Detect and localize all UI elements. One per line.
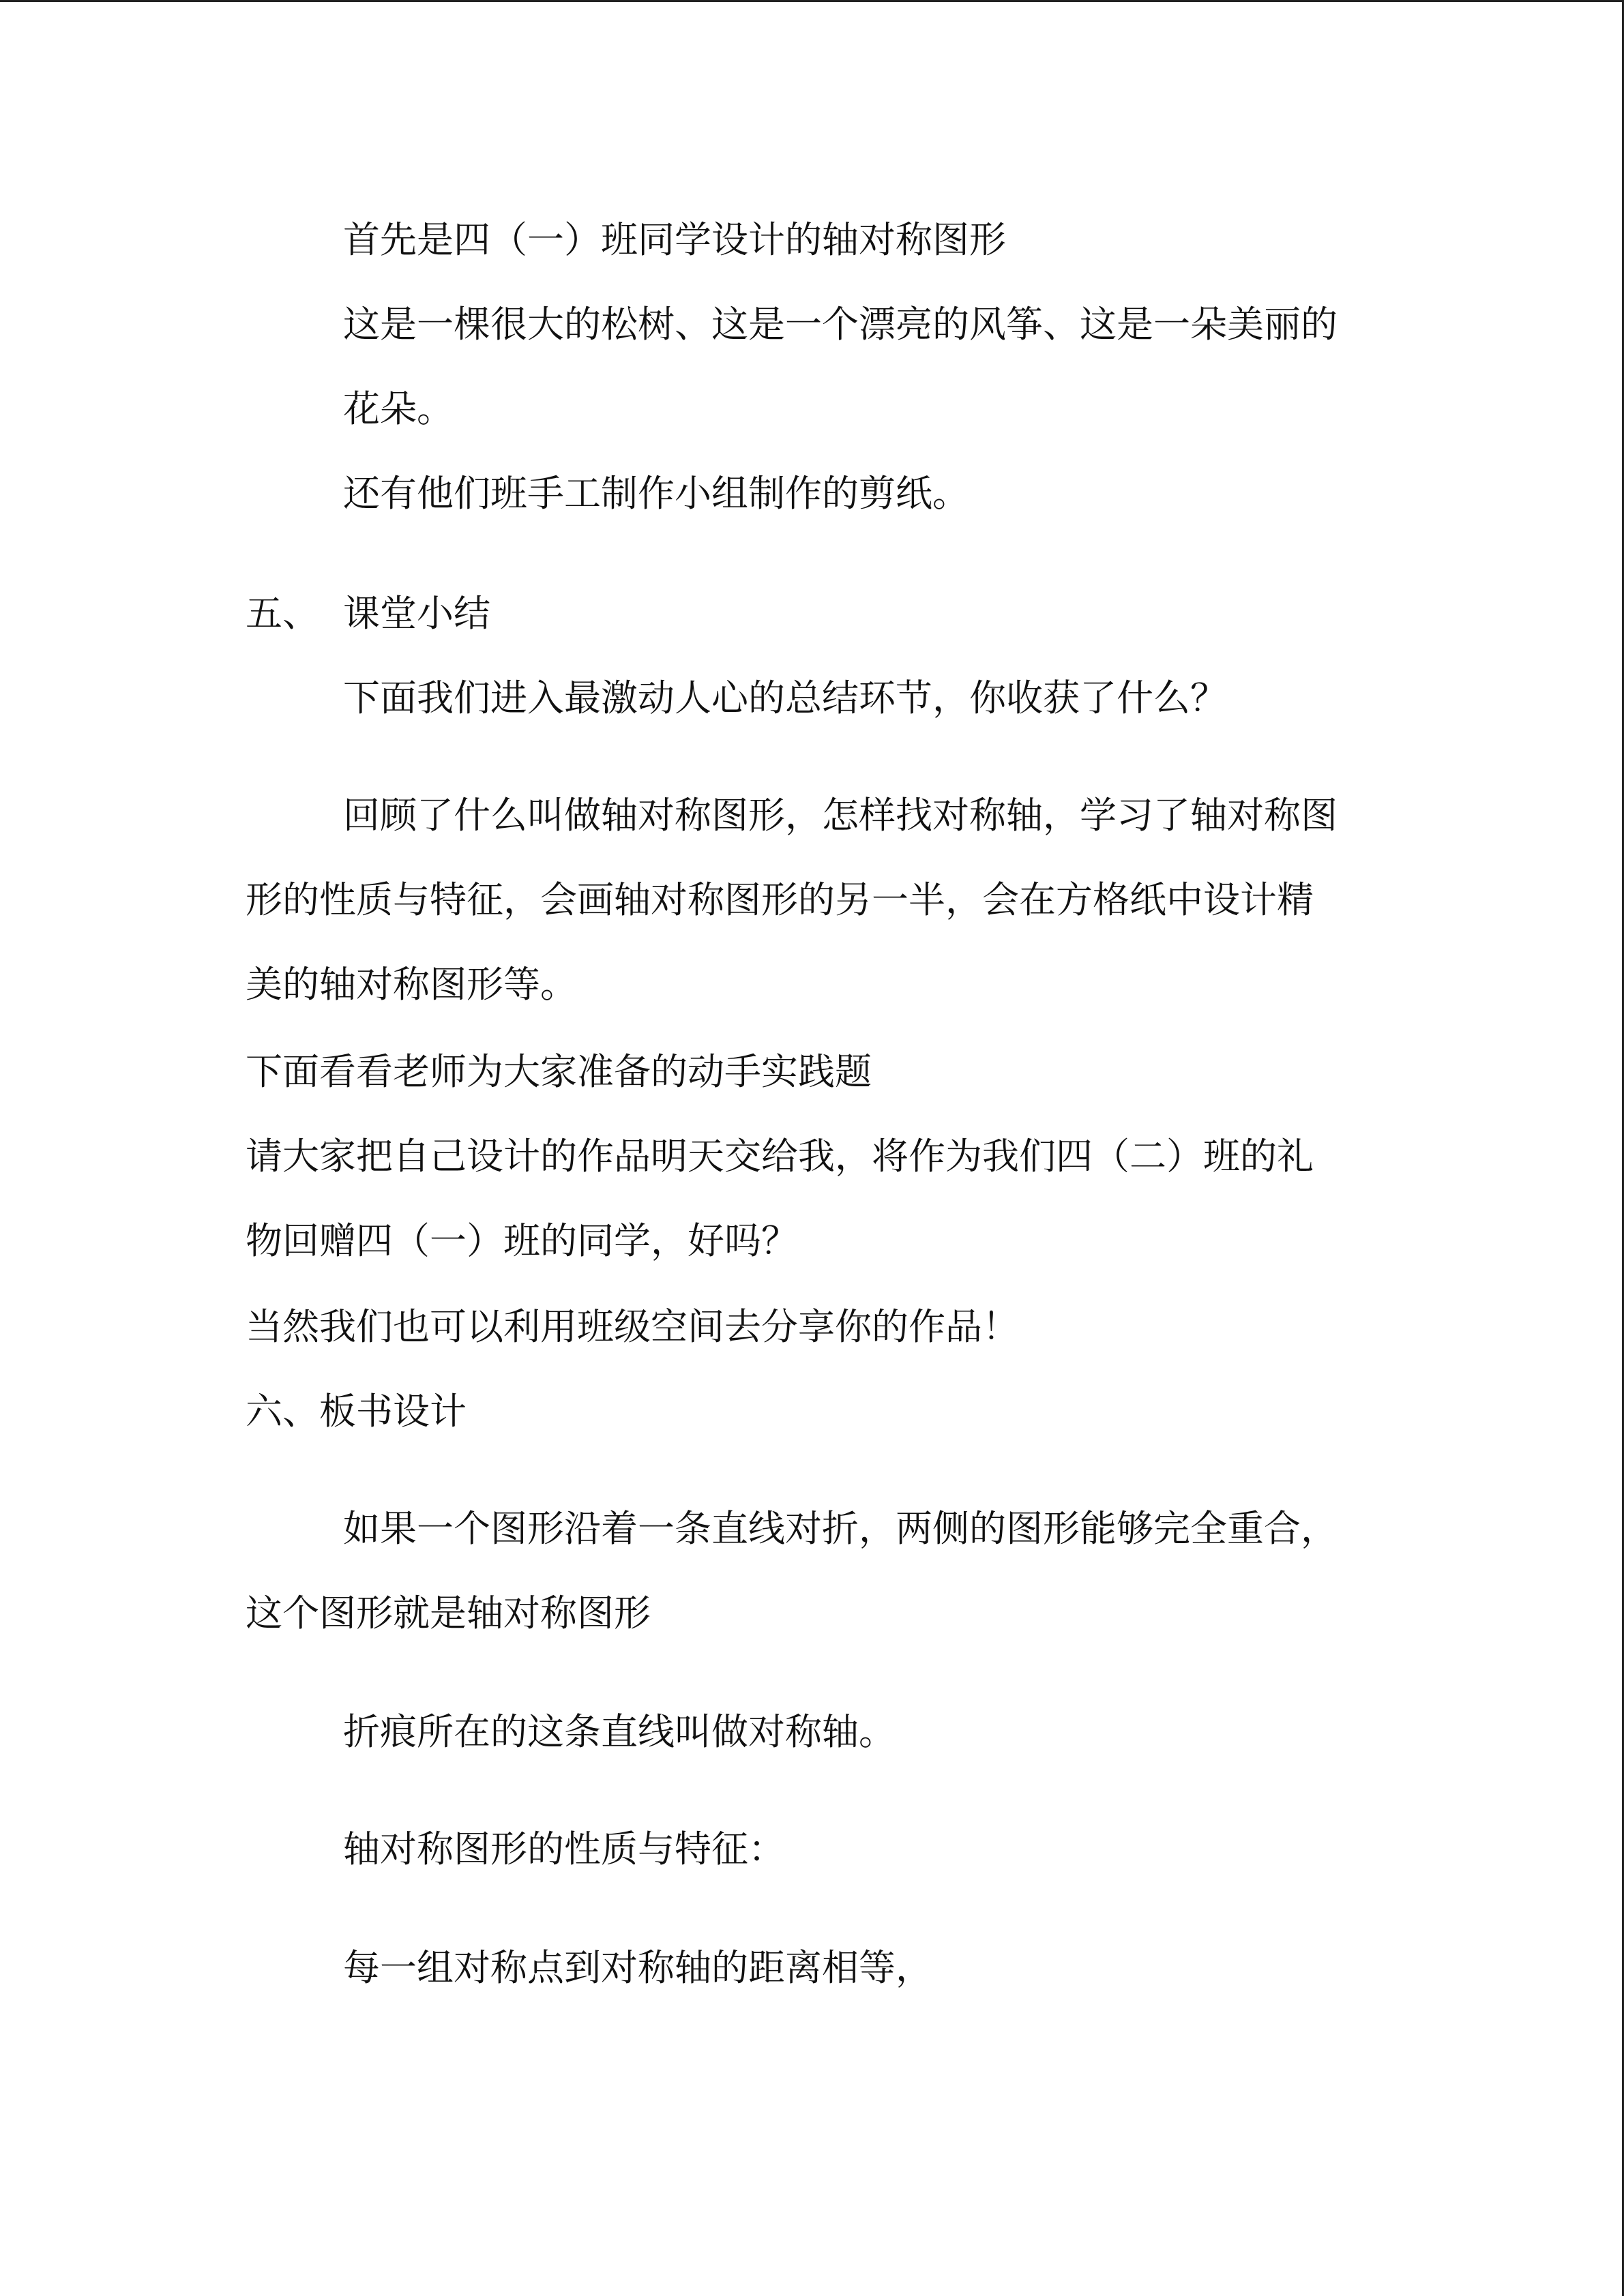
section-6-paragraph-2: 折痕所在的这条直线叫做对称轴。 [343,1710,896,1753]
intro-paragraph-3: 还有他们班手工制作小组制作的剪纸。 [343,472,969,515]
section-6-paragraph-3: 轴对称图形的性质与特征： [343,1828,785,1870]
section-5-paragraph-3: 下面看看老师为大家准备的动手实践题 [246,1050,872,1093]
section-6-paragraph-1-line-1: 如果一个图形沿着一条直线对折，两侧的图形能够完全重合， [343,1507,1338,1550]
section-5-title: 课堂小结 [343,592,490,635]
intro-paragraph-2-line-2: 花朵。 [343,387,454,430]
section-6-paragraph-4: 每一组对称点到对称轴的距离相等， [343,1946,932,1989]
section-5-paragraph-4-line-2: 物回赠四（一）班的同学，好吗？ [246,1219,798,1262]
section-5-paragraph-2-line-2: 形的性质与特征，会画轴对称图形的另一半，会在方格纸中设计精 [246,878,1314,921]
section-5-paragraph-1: 下面我们进入最激动人心的总结环节，你收获了什么？ [343,676,1227,719]
section-5-paragraph-5: 当然我们也可以利用班级空间去分享你的作品！ [246,1305,1019,1348]
page-border-top [0,0,1624,2]
intro-paragraph-1: 首先是四（一）班同学设计的轴对称图形 [343,218,1006,261]
section-6-heading: 六、板书设计 [246,1390,467,1433]
section-5-paragraph-2-line-1: 回顾了什么叫做轴对称图形，怎样找对称轴，学习了轴对称图 [343,794,1338,837]
section-5-number: 五、 [246,592,319,635]
section-6-paragraph-1-line-2: 这个图形就是轴对称图形 [246,1592,651,1635]
section-5-paragraph-2-line-3: 美的轴对称图形等。 [246,963,577,1006]
intro-paragraph-2-line-1: 这是一棵很大的松树、这是一个漂亮的风筝、这是一朵美丽的 [343,303,1338,346]
section-5-paragraph-4-line-1: 请大家把自己设计的作品明天交给我，将作为我们四（二）班的礼 [246,1135,1314,1178]
